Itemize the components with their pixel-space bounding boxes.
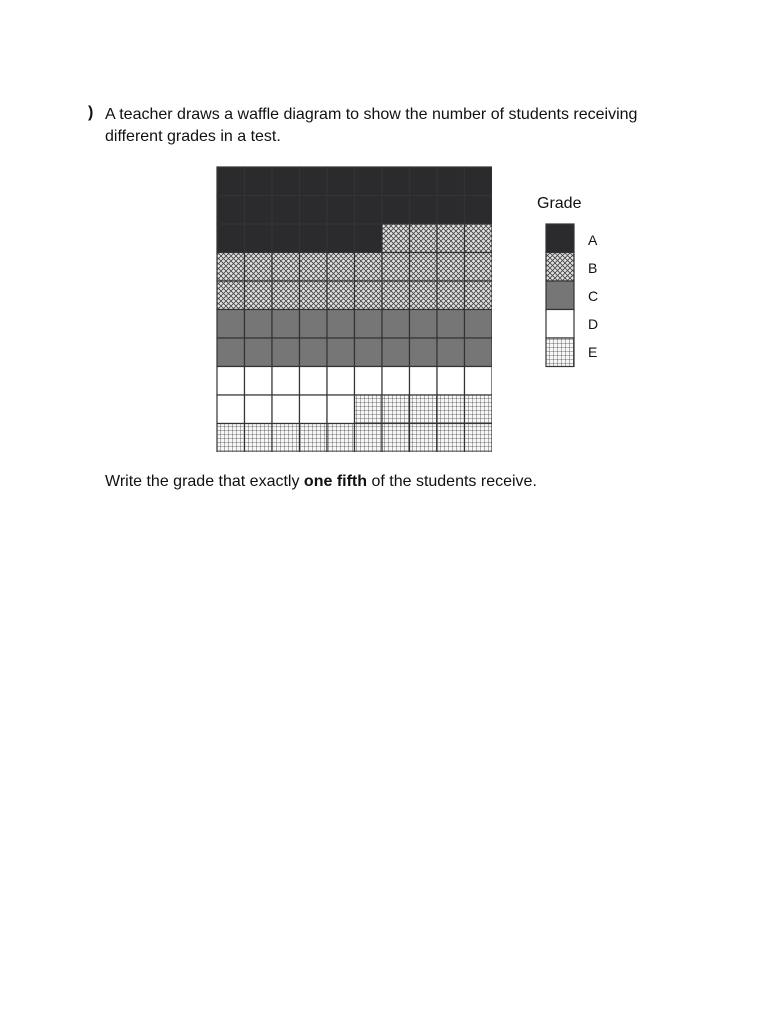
waffle-cell-a (327, 224, 355, 253)
waffle-cell-c (327, 338, 355, 367)
waffle-cell-d (465, 367, 493, 396)
waffle-cell-a (245, 167, 273, 196)
waffle-cell-b (355, 253, 383, 282)
waffle-cell-d (272, 395, 300, 424)
waffle-cell-c (410, 338, 438, 367)
waffle-cell-c (355, 310, 383, 339)
waffle-cell-b (437, 253, 465, 282)
waffle-cell-b (465, 281, 493, 310)
instruction-emphasis: one fifth (303, 473, 368, 490)
waffle-cell-c (300, 338, 328, 367)
waffle-cell-d (217, 395, 245, 424)
waffle-cell-e (355, 395, 383, 424)
waffle-cell-d (245, 367, 273, 396)
legend-swatch-c (546, 281, 574, 310)
waffle-cell-a (410, 167, 438, 196)
waffle-cell-c (272, 338, 300, 367)
waffle-cell-c (437, 310, 465, 339)
waffle-cell-a (382, 167, 410, 196)
waffle-cell-a (465, 167, 493, 196)
waffle-cell-e (327, 424, 355, 453)
waffle-cell-d (382, 367, 410, 396)
waffle-cell-b (272, 253, 300, 282)
waffle-cell-a (300, 196, 328, 225)
legend-label-c: C (588, 288, 599, 304)
waffle-cell-e (382, 395, 410, 424)
waffle-cell-e (465, 424, 493, 453)
waffle-cell-d (410, 367, 438, 396)
waffle-cell-a (382, 196, 410, 225)
legend-swatch-a (546, 224, 574, 253)
waffle-cell-c (355, 338, 383, 367)
legend-swatch-e (546, 338, 574, 367)
waffle-cell-b (382, 253, 410, 282)
legend-title: Grade (537, 195, 582, 212)
question-marker: ) (88, 104, 94, 121)
waffle-cell-b (327, 281, 355, 310)
waffle-diagram (216, 166, 492, 452)
waffle-cell-a (217, 167, 245, 196)
waffle-cell-b (300, 281, 328, 310)
waffle-cell-c (465, 338, 493, 367)
question-line-2: different grades in a test. (105, 128, 281, 145)
waffle-cell-a (217, 224, 245, 253)
waffle-cell-e (272, 424, 300, 453)
waffle-cell-e (300, 424, 328, 453)
waffle-cell-c (217, 310, 245, 339)
waffle-cell-a (355, 224, 383, 253)
question-text (105, 104, 680, 148)
waffle-cell-c (245, 310, 273, 339)
waffle-cell-a (300, 224, 328, 253)
waffle-cell-c (382, 310, 410, 339)
waffle-cell-b (437, 224, 465, 253)
waffle-cell-e (437, 424, 465, 453)
waffle-cell-a (355, 167, 383, 196)
waffle-cell-d (272, 367, 300, 396)
waffle-cell-e (437, 395, 465, 424)
waffle-cell-d (300, 395, 328, 424)
question-line-1: A teacher draws a waffle diagram to show the number of students receiving (105, 106, 638, 123)
waffle-cell-c (217, 338, 245, 367)
waffle-cell-a (437, 196, 465, 225)
waffle-cell-d (245, 395, 273, 424)
waffle-cell-b (410, 253, 438, 282)
waffle-cell-a (272, 224, 300, 253)
instruction-text (105, 473, 537, 491)
waffle-cell-d (355, 367, 383, 396)
waffle-cell-a (272, 167, 300, 196)
waffle-cell-a (465, 196, 493, 225)
waffle-cell-b (410, 281, 438, 310)
waffle-cell-b (245, 253, 273, 282)
waffle-cell-b (300, 253, 328, 282)
waffle-cell-d (300, 367, 328, 396)
waffle-cell-e (245, 424, 273, 453)
waffle-cell-b (382, 224, 410, 253)
instruction-after: of the students receive. (367, 473, 537, 490)
instruction-before: Write the grade that exactly (105, 473, 304, 490)
waffle-cell-a (327, 167, 355, 196)
waffle-cell-a (355, 196, 383, 225)
waffle-cell-b (327, 253, 355, 282)
legend-label-a: A (588, 232, 598, 248)
waffle-cell-c (245, 338, 273, 367)
waffle-cell-d (217, 367, 245, 396)
legend-swatch-b (546, 253, 574, 282)
waffle-cell-d (437, 367, 465, 396)
waffle-cell-c (465, 310, 493, 339)
waffle-cell-c (437, 338, 465, 367)
legend-label-e: E (588, 344, 598, 360)
waffle-cell-a (327, 196, 355, 225)
waffle-cell-e (465, 395, 493, 424)
waffle-cell-e (382, 424, 410, 453)
waffle-cell-d (327, 367, 355, 396)
waffle-cell-b (382, 281, 410, 310)
legend-swatch-d (546, 310, 574, 339)
legend-swatches (545, 223, 577, 369)
waffle-cell-e (410, 395, 438, 424)
waffle-cell-e (217, 424, 245, 453)
waffle-cell-b (410, 224, 438, 253)
waffle-cell-a (272, 196, 300, 225)
waffle-cell-b (272, 281, 300, 310)
waffle-cell-b (217, 281, 245, 310)
waffle-cell-a (437, 167, 465, 196)
legend-label-b: B (588, 260, 598, 276)
waffle-cell-b (217, 253, 245, 282)
waffle-cell-c (272, 310, 300, 339)
waffle-cell-a (245, 196, 273, 225)
waffle-cell-b (437, 281, 465, 310)
waffle-cell-d (327, 395, 355, 424)
waffle-cell-a (410, 196, 438, 225)
waffle-cell-c (382, 338, 410, 367)
waffle-cell-e (355, 424, 383, 453)
waffle-cell-c (300, 310, 328, 339)
waffle-cell-e (410, 424, 438, 453)
waffle-cell-b (355, 281, 383, 310)
waffle-cell-a (245, 224, 273, 253)
waffle-cell-a (217, 196, 245, 225)
waffle-cell-a (300, 167, 328, 196)
waffle-cell-b (465, 224, 493, 253)
waffle-cell-c (327, 310, 355, 339)
waffle-cell-c (410, 310, 438, 339)
waffle-cell-b (245, 281, 273, 310)
legend-label-d: D (588, 316, 599, 332)
waffle-cell-b (465, 253, 493, 282)
